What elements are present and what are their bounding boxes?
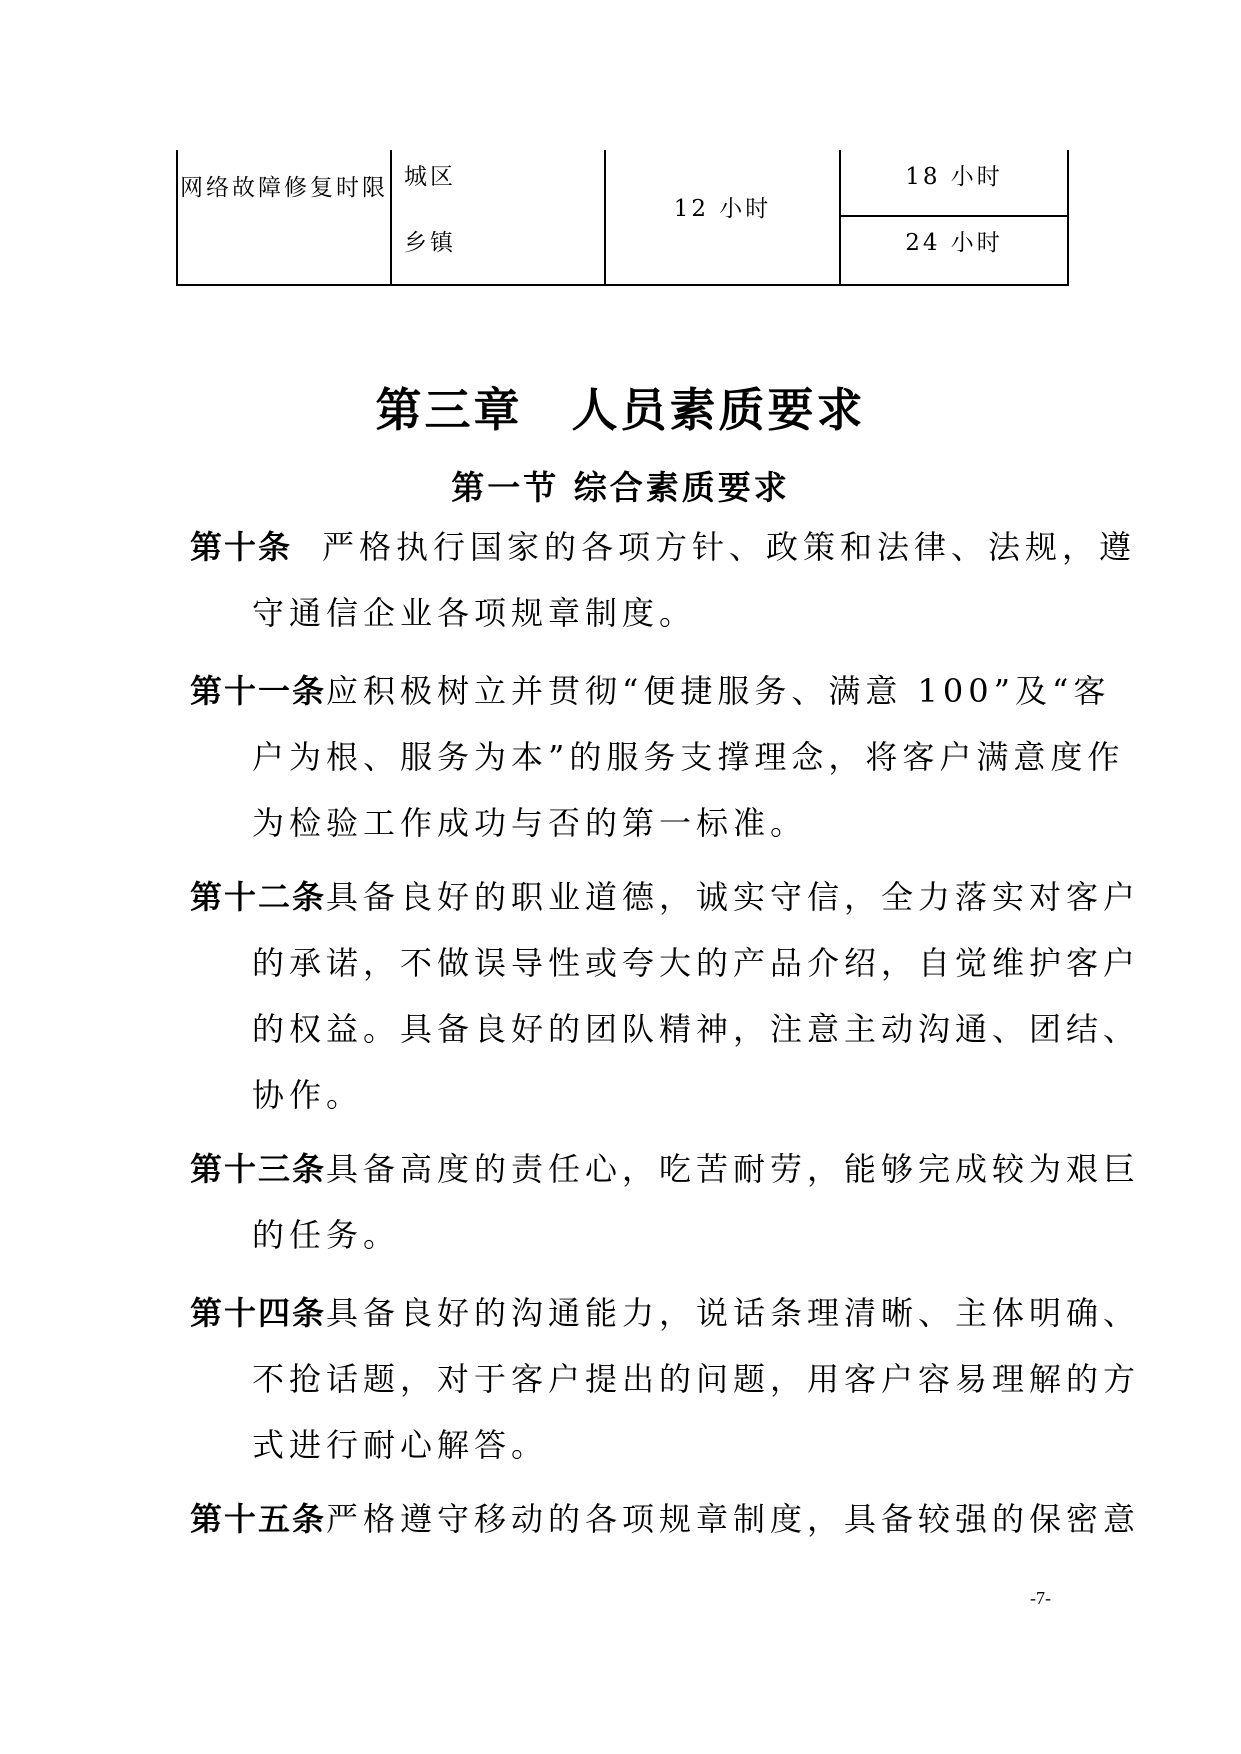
- article-number: 第十四条: [190, 1294, 327, 1332]
- table-cell-area-town: 乡镇: [404, 230, 456, 256]
- section-title: 第一节 综合素质要求: [451, 468, 790, 507]
- article-text-line: 的承诺，不做误导性或夸大的产品介绍，自觉维护客户: [252, 944, 1141, 982]
- article-text-line: 具备高度的责任心，吃苦耐劳，能够完成较为艰巨: [326, 1150, 1141, 1188]
- table-row-label: 网络故障修复时限: [180, 175, 388, 201]
- article-text-line: 不抢话题，对于客户提出的问题，用客户容易理解的方: [252, 1360, 1141, 1398]
- table-border-bottom: [176, 284, 1069, 286]
- table-border-right: [1067, 150, 1069, 286]
- table-cell-target-town: 24 小时: [905, 230, 1003, 256]
- repair-time-table: [176, 150, 1069, 286]
- article-text-line: 式进行耐心解答。: [252, 1426, 549, 1464]
- article-number: 第十五条: [190, 1500, 327, 1538]
- article-11: [190, 658, 1125, 856]
- article-text-line: 户为根、服务为本”的服务支撑理念，将客户满意度作: [252, 738, 1125, 776]
- article-12: [190, 864, 1141, 1128]
- article-14: [190, 1280, 1141, 1478]
- article-text-line: 守通信企业各项规章制度。: [252, 594, 697, 632]
- table-row-separator: [840, 215, 1069, 217]
- table-cell-target-urban: 18 小时: [905, 164, 1003, 190]
- article-text-line: 具备良好的职业道德，诚实守信，全力落实对客户: [326, 878, 1141, 916]
- table-cell-shared-value: 12 小时: [673, 196, 772, 222]
- article-15: [190, 1486, 1141, 1552]
- article-text-line: 的任务。: [252, 1216, 401, 1254]
- article-text-line: 具备良好的沟通能力，说话条理清晰、主体明确、: [326, 1294, 1141, 1332]
- article-number: 第十三条: [190, 1150, 327, 1188]
- article-text-line: 协作。: [252, 1076, 364, 1114]
- article-text-line: 为检验工作成功与否的第一标准。: [252, 804, 808, 842]
- article-number: 第十一条: [190, 672, 327, 710]
- article-text-line: 的权益。具备良好的团队精神，注意主动沟通、团结、: [252, 1010, 1141, 1048]
- chapter-title: 第三章 人员素质要求: [375, 383, 866, 437]
- article-number: 第十条: [190, 528, 293, 566]
- article-10: [190, 514, 1137, 646]
- article-text-line: 严格遵守移动的各项规章制度，具备较强的保密意: [326, 1500, 1141, 1538]
- article-text-line: 严格执行国家的各项方针、政策和法律、法规，遵: [322, 528, 1137, 566]
- table-divider-1: [390, 150, 392, 286]
- article-13: [190, 1136, 1141, 1268]
- page-number: -7-: [1030, 1588, 1051, 1608]
- article-text-line: 应积极树立并贯彻“便捷服务、满意 100”及“客: [326, 672, 1111, 710]
- article-number: 第十二条: [190, 878, 327, 916]
- table-cell-area-urban: 城区: [404, 164, 456, 190]
